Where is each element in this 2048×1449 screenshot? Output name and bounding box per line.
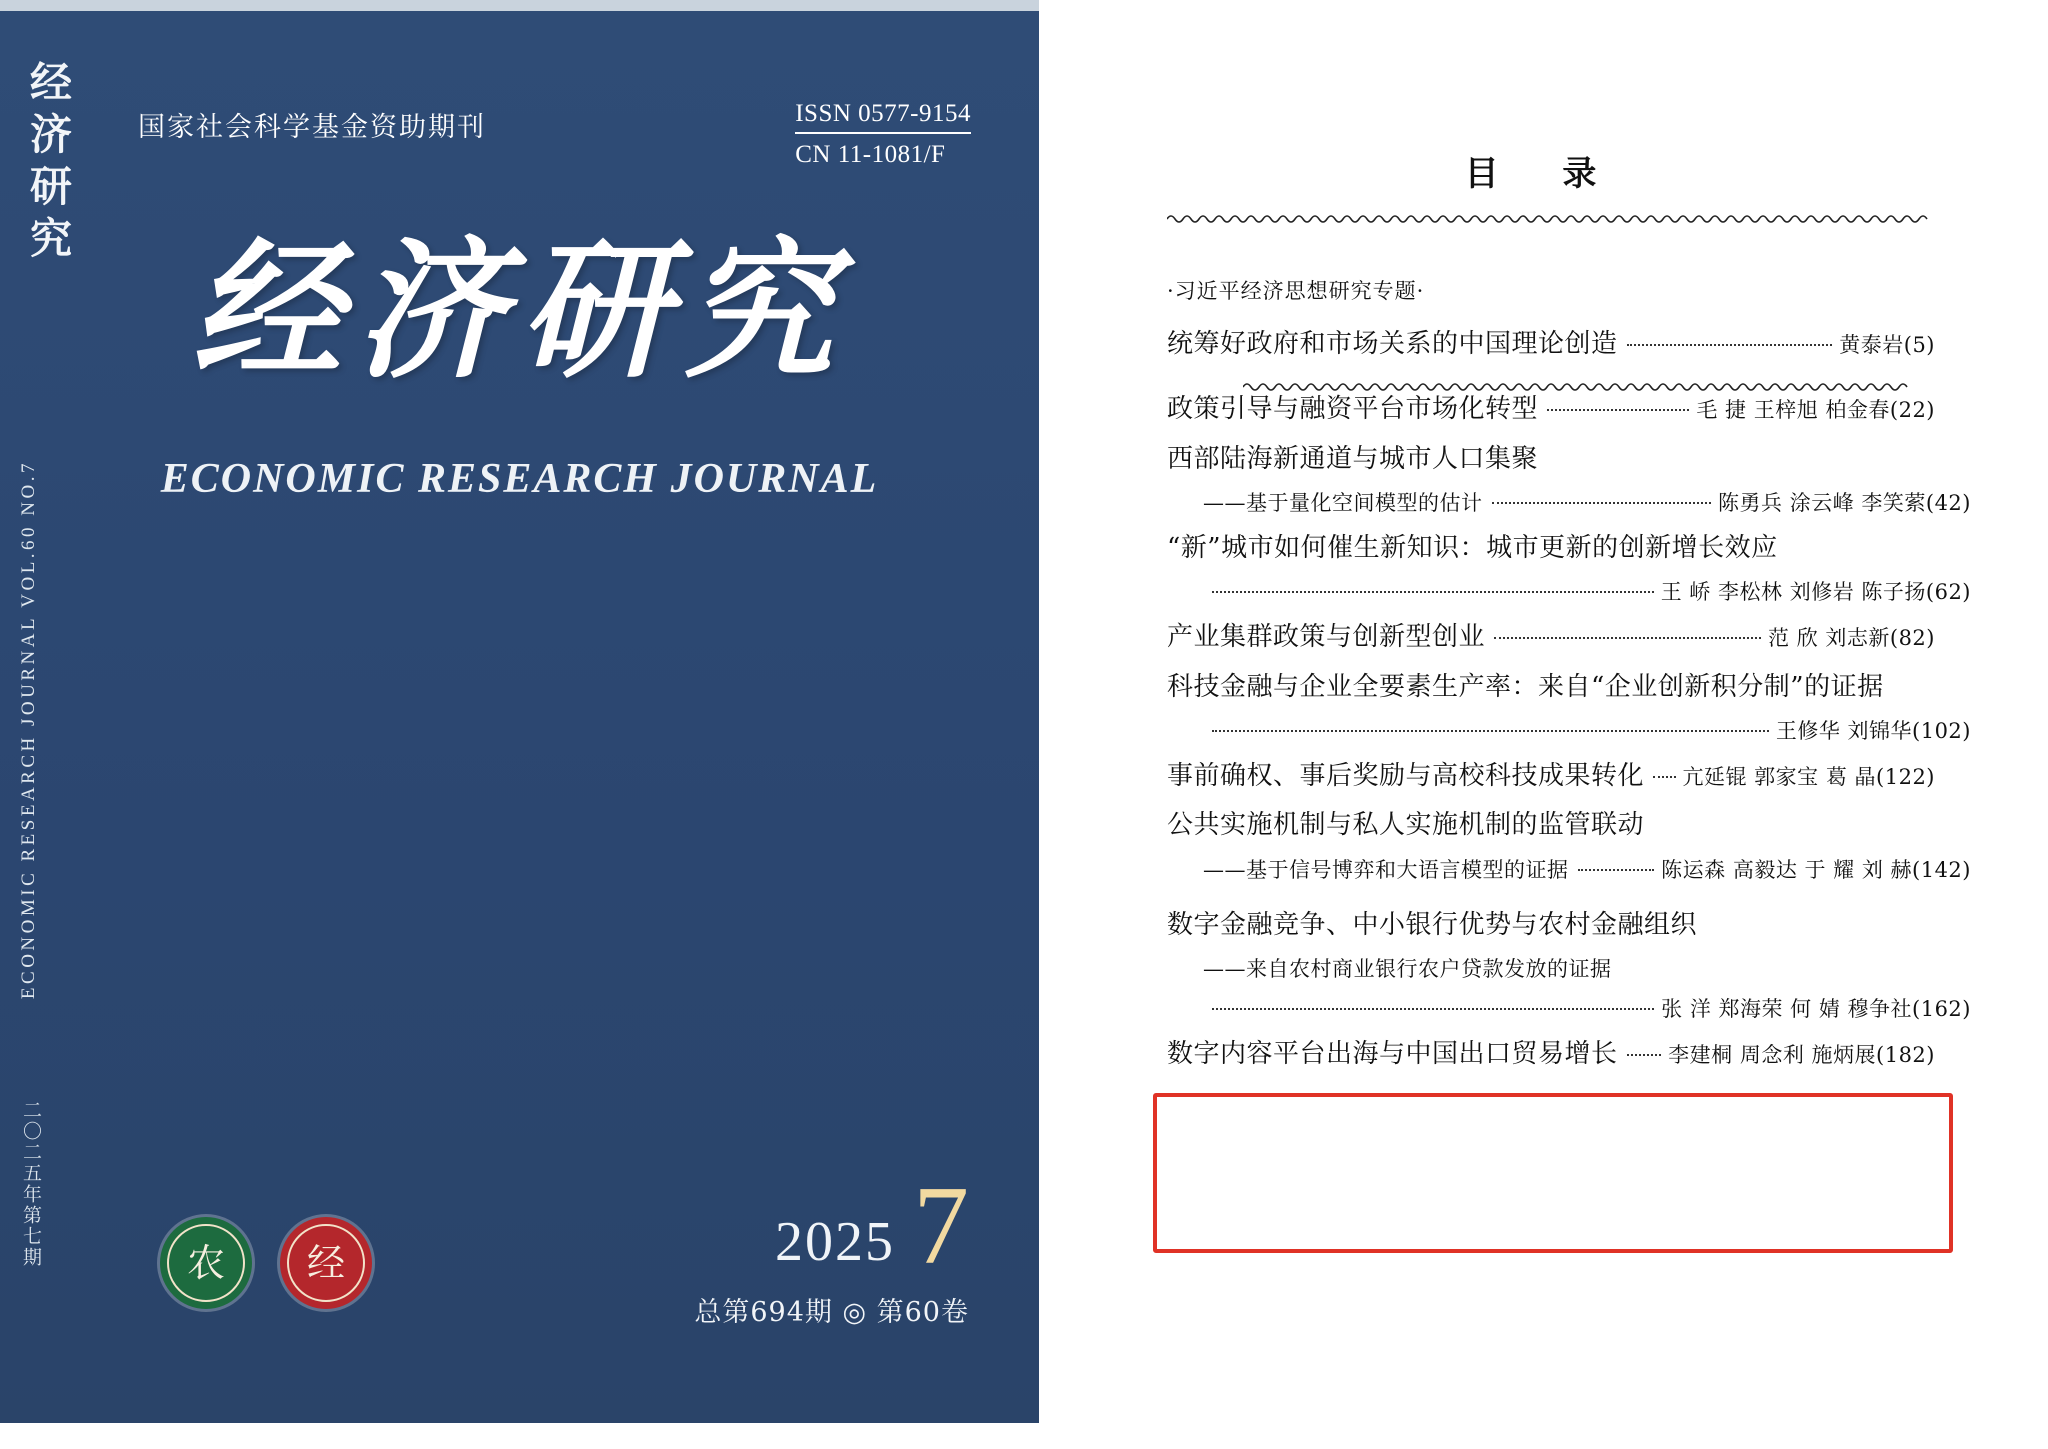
toc-entry-title: 数字内容平台出海与中国出口贸易增长 xyxy=(1167,1038,1618,1069)
toc-entry[interactable] xyxy=(1167,435,1971,524)
toc-entry-title: 政策引导与融资平台市场化转型 xyxy=(1167,394,1539,425)
toc-entry[interactable] xyxy=(1167,385,1935,434)
toc-entry[interactable] xyxy=(1167,320,1935,369)
toc-entry[interactable] xyxy=(1167,524,1971,613)
cover-title-cn: 经济研究 xyxy=(191,223,848,399)
toc-entry-authors: 王修华 刘锦华(102) xyxy=(1775,719,1971,744)
issue-year: 2025 xyxy=(775,1211,895,1273)
toc-entry-authors: 王 峤 李松林 刘修岩 陈子扬(62) xyxy=(1660,580,1971,605)
toc-entry-subline xyxy=(1167,851,1971,891)
toc-entry-subline xyxy=(1167,712,1971,752)
emblem-economics-icon xyxy=(280,1217,372,1309)
spine-title-en: ECONOMIC RESEARCH JOURNAL VOL.60 NO.7 xyxy=(18,460,39,1000)
toc-entry[interactable] xyxy=(1167,752,1935,801)
toc-entry-title: 统筹好政府和市场关系的中国理论创造 xyxy=(1167,329,1618,359)
toc-entry-subtitle: ——基于量化空间模型的估计 xyxy=(1203,491,1483,516)
toc-entry-authors: 黄泰岩(5) xyxy=(1839,333,1935,357)
toc-entry-line xyxy=(1167,524,1935,573)
toc-entry-authors: 范 欣 刘志新(82) xyxy=(1768,626,1935,651)
toc-entry-title: 西部陆海新通道与城市人口集聚 xyxy=(1167,443,1539,474)
toc-section-label: ·习近平经济思想研究专题· xyxy=(1167,279,1425,303)
toc-entry-title: 公共实施机制与私人实施机制的监管联动 xyxy=(1167,810,1645,841)
leader-dots xyxy=(1578,868,1655,871)
toc-section-spacer xyxy=(1167,369,1935,385)
fund-label: 国家社会科学基金资助期刊 xyxy=(138,112,486,143)
toc-entry-title: 科技金融与企业全要素生产率：来自“企业创新积分制”的证据 xyxy=(1167,671,1884,702)
leader-dots xyxy=(1494,636,1761,639)
toc-entry-title: 事前确权、事后奖励与高校科技成果转化 xyxy=(1167,761,1645,792)
toc-entry-line xyxy=(1167,752,1935,801)
toc-entry[interactable] xyxy=(1167,1030,1935,1079)
toc-heading: 目 录 xyxy=(1464,154,1623,194)
toc-entry[interactable] xyxy=(1167,613,1935,662)
toc-entry-line xyxy=(1167,320,1935,369)
toc-entry-title: “新”城市如何催生新知识：城市更新的创新增长效应 xyxy=(1167,533,1778,564)
issn-number: ISSN 0577-9154 xyxy=(795,100,971,134)
spine-title-cn: 经济研究 xyxy=(24,60,73,268)
toc-entry-line xyxy=(1167,801,1935,850)
emblem-agriculture-icon xyxy=(160,1217,252,1309)
leader-dots xyxy=(1627,343,1833,346)
cover-bottom-band xyxy=(0,1423,1039,1449)
toc-entry[interactable] xyxy=(1167,663,1971,752)
toc-entry-authorline xyxy=(1167,990,1971,1030)
highlight-annotation-box xyxy=(1153,1093,1953,1253)
leader-dots xyxy=(1627,1053,1662,1056)
publisher-emblems xyxy=(160,1217,372,1309)
toc-entry-list xyxy=(1167,320,1971,1079)
emblem-right-glyph: 经 xyxy=(306,1241,345,1285)
issue-serial: 总第694期 ◎ 第60卷 xyxy=(694,1297,969,1328)
leader-dots xyxy=(1492,501,1712,504)
issn-block xyxy=(795,100,971,169)
toc-entry[interactable] xyxy=(1167,801,1971,890)
leader-dots xyxy=(1653,775,1675,778)
toc-entry-authors: 李建桐 周念利 施炳展(182) xyxy=(1668,1042,1935,1067)
toc-entry-title: 产业集群政策与创新型创业 xyxy=(1167,622,1486,653)
toc-entry-line xyxy=(1167,613,1935,662)
toc-entry-line xyxy=(1167,385,1935,434)
toc-entry-authors: 陈勇兵 涂云峰 李笑萦(42) xyxy=(1718,491,1971,516)
spine-issue-year: 二〇二五年第七期 xyxy=(20,1100,42,1268)
toc-entry-line xyxy=(1167,1030,1935,1079)
wave-divider-top xyxy=(1167,212,1935,226)
toc-entry-title: 数字金融竞争、中小银行优势与农村金融组织 xyxy=(1167,909,1698,940)
toc-entry-line xyxy=(1167,663,1935,712)
issue-number: 7 xyxy=(913,1163,969,1288)
toc-entry-line xyxy=(1167,901,1935,950)
toc-entry-authors: 陈运森 高毅达 于 耀 刘 赫(142) xyxy=(1661,857,1971,882)
toc-entry-line xyxy=(1167,435,1935,484)
toc-entry-subtitle: ——基于信号博弈和大语言模型的证据 xyxy=(1203,857,1569,882)
leader-dots xyxy=(1212,729,1769,732)
table-of-contents-page xyxy=(1039,0,2048,1449)
leader-dots xyxy=(1212,1007,1654,1010)
toc-entry-subline xyxy=(1167,950,1971,990)
toc-entry-authors: 毛 捷 王梓旭 柏金春(22) xyxy=(1696,398,1935,423)
leader-dots xyxy=(1212,590,1654,593)
emblem-left-glyph: 农 xyxy=(186,1241,225,1285)
toc-entry-subline xyxy=(1167,484,1971,524)
issue-block xyxy=(694,1163,969,1329)
toc-entry-authors: 亢延锟 郭家宝 葛 晶(122) xyxy=(1682,765,1935,790)
toc-entry-subline xyxy=(1167,573,1971,613)
cn-number: CN 11-1081/F xyxy=(795,141,946,168)
cover-title-en: ECONOMIC RESEARCH JOURNAL xyxy=(160,456,879,502)
toc-entry-subtitle: ——来自农村商业银行农户贷款发放的证据 xyxy=(1203,957,1612,982)
toc-entry-highlighted[interactable] xyxy=(1167,901,1971,1030)
cover-top-band xyxy=(0,0,1039,11)
toc-entry-authors: 张 洋 郑海荣 何 婧 穆争社(162) xyxy=(1661,996,1971,1021)
leader-dots xyxy=(1547,408,1689,411)
